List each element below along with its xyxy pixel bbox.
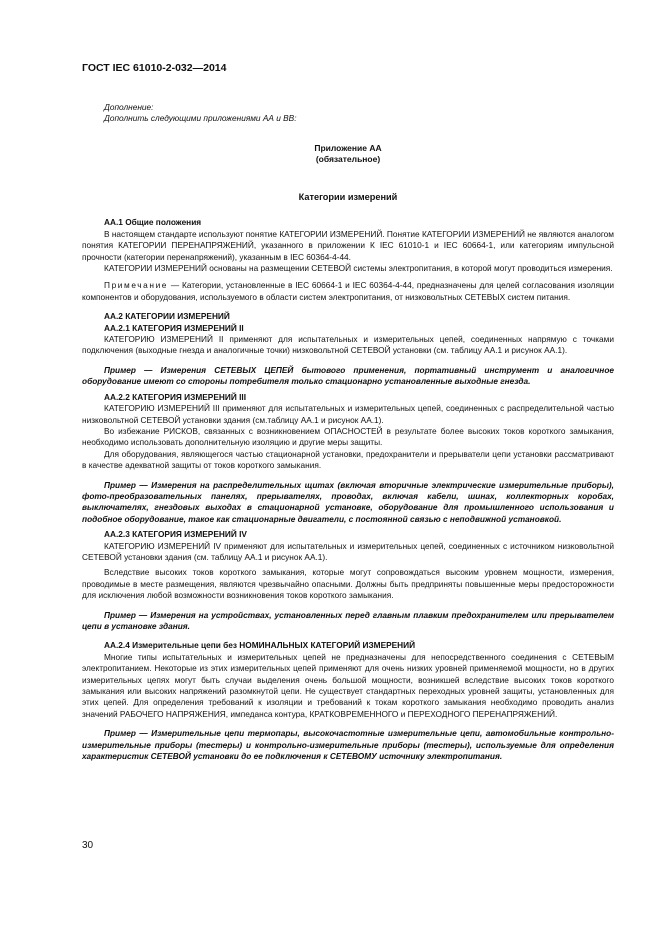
aa24-example: Пример — Измерительные цепи термопары, высокочастотные измерительные цепи, автомобильные контрольно-измерительные приборы (тестеры) и контрольно-измерительные приборы (тестеры), используемые для определения характеристик СЕТЕВОЙ установки до ее подключения к СЕТЕВОМУ источнику электропитания. bbox=[82, 728, 614, 762]
aa1-note bbox=[82, 280, 614, 303]
aa22-paragraph-3: Для оборудования, являющегося частью стационарной установки, предохранители и прерыватели цепи установки рассматривают в качестве адекватной защиты от токов короткого замыкания. bbox=[82, 448, 614, 471]
aa1-title: АА.1 Общие положения bbox=[104, 217, 202, 228]
aa24-paragraph-1: Многие типы испытательных и измерительных цепей не предназначены для непосредственного соединения с СЕТЕВЫМ электропитанием. Некоторые из этих измерительных цепей применяют для очень низких уровней применяемой мощности, но в других измерительных цепях могут быть случаи выделения очень большой мощности, возникшей вследствие высоких токов короткого замыкания или высоких напряжений разомкнутой цепи. Не существует стандартных переходных уровней защиты, установленных для этих цепей. Для определения требований к изоляции и требований к токам короткого замыкания необходимо проводить анализ значений РАБОЧЕГО НАПРЯЖЕНИЯ, импеданса контура, КРАТКОВРЕМЕННОГО и ПЕРЕХОДНОГО ПЕРЕНАПРЯЖЕНИЙ. bbox=[82, 651, 614, 719]
aa23-paragraph-2: Вследствие высоких токов короткого замыкания, которые могут сопровождаться высоким уровнем мощности, измерения, проводимые в месте размещения, являются чрезвычайно опасными. Должны быть предприняты повышенные меры предосторожности для исключения любой возможности возникновения токов короткого замыкания. bbox=[82, 567, 614, 601]
aa21-example: Пример — Измерения СЕТЕВЫХ ЦЕПЕЙ бытового применения, портативный инструмент и аналогичное оборудование имеют со стороны потребителя только стационарно установленные выходные гнезда. bbox=[82, 364, 614, 387]
document-page bbox=[82, 62, 614, 762]
aa23-example: Пример — Измерения на устройствах, установленных перед главным плавким предохранителем или прерывателем цепи в установке здания. bbox=[82, 609, 614, 631]
aa24-title: АА.2.4 Измерительные цепи без НОМИНАЛЬНЫХ КАТЕГОРИЙ ИЗМЕРЕНИЙ bbox=[104, 640, 416, 651]
aa22-example: Пример — Измерения на распределительных щитах (включая вторичные электрические измерительные приборы), фото-преобразовательных панелях, прерывателях, проводах, включая кабели, шинах, коллекторных коробах, выключателях, гнездовых выходах в стационарной установке, оборудование для промышленного использования и подобное оборудование, такое как стационарные двигатели, с постоянной связью с неподвижной установкой. bbox=[82, 479, 614, 524]
aa23-title: АА.2.3 КАТЕГОРИЯ ИЗМЕРЕНИЙ IV bbox=[104, 529, 247, 540]
intro-supplement-label: Дополнение: bbox=[104, 102, 154, 112]
appendix-heading: Категории измерений bbox=[298, 192, 398, 202]
aa21-title: АА.2.1 КАТЕГОРИЯ ИЗМЕРЕНИЙ II bbox=[104, 322, 244, 333]
aa22-paragraph-2: Во избежание РИСКОВ, связанных с возникновением ОПАСНОСТЕЙ в результате более высоких токов короткого замыкания, необходимо использовать дополнительную изоляцию и другие меры защиты. bbox=[82, 425, 614, 448]
aa21-paragraph-1: КАТЕГОРИЮ ИЗМЕРЕНИЙ II применяют для испытательных и измерительных цепей, соединенных напрямую с точками подключения (выходные гнезда и аналогичные точки) низковольтной СЕТЕВОЙ установки (см. таблицу АА.1 и рисунок АА.1). bbox=[82, 334, 614, 356]
aa1-paragraph-2: КАТЕГОРИИ ИЗМЕРЕНИЙ основаны на размещении СЕТЕВОЙ системы электропитания, в которой могут проводиться измерения. bbox=[104, 263, 613, 274]
note-text: — Категории, установленные в IEC 60664-1 и IEC 60364-4-44, предназначены для целей согласования изоляции компонентов и оборудования, используемого в области систем электропитания, от низковольтных СЕТЕВЫХ систем питания. bbox=[82, 280, 614, 302]
standard-header: ГОСТ IEC 61010-2-032—2014 bbox=[82, 62, 227, 74]
aa2-title: АА.2 КАТЕГОРИИ ИЗМЕРЕНИЙ bbox=[104, 311, 230, 322]
appendix-status: (обязательное) bbox=[315, 154, 381, 165]
page-number: 30 bbox=[82, 840, 94, 851]
note-label: Примечание bbox=[104, 280, 169, 291]
appendix-title: Приложение АА bbox=[314, 142, 382, 153]
aa1-paragraph-1: В настоящем стандарте используют понятие КАТЕГОРИИ ИЗМЕРЕНИЙ. Понятие КАТЕГОРИИ ИЗМЕРЕНИЙ не являются аналогом понятия КАТЕГОРИИ ПЕРЕНАПРЯЖЕНИЙ, указанного в приложении К IEC 61010-1 и IEC 60664-1, или категориям импульсной прочности (категории перенапряжений), указанным в IEC 60364-4-44. bbox=[82, 228, 614, 262]
aa23-paragraph-1: КАТЕГОРИЮ ИЗМЕРЕНИЙ IV применяют для испытательных и измерительных цепей, соединенных с источником низковольтной СЕТЕВОЙ установки здания (см. таблицу АА.1 и рисунок АА.1). bbox=[82, 540, 614, 562]
aa22-title: АА.2.2 КАТЕГОРИЯ ИЗМЕРЕНИЙ III bbox=[104, 391, 246, 402]
intro-supplement-text: Дополнить следующими приложениями АА и ВВ: bbox=[104, 113, 297, 124]
aa22-paragraph-1: КАТЕГОРИЮ ИЗМЕРЕНИЙ III применяют для испытательных и измерительных цепей, соединенных с распределительной частью низковольтной СЕТЕВОЙ установки здания (см.таблицу АА.1 и рисунок АА.1). bbox=[82, 403, 614, 425]
